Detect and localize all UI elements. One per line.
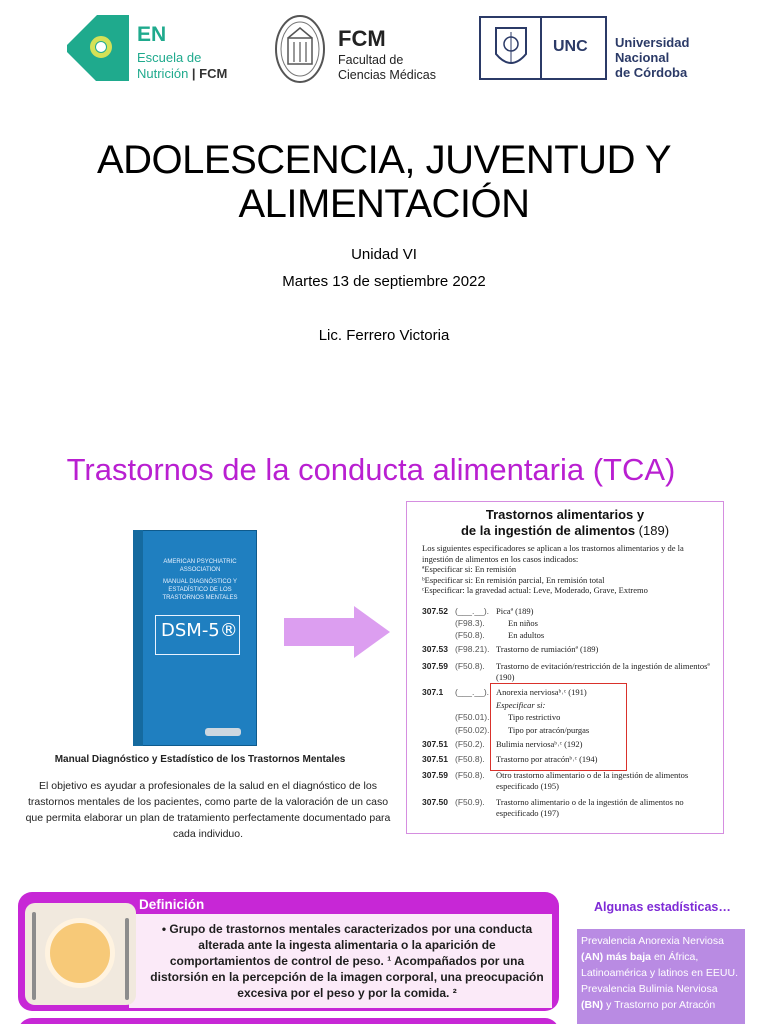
dsm-table-title-line2: de la ingestión de alimentos xyxy=(460,523,636,538)
dsm-row-text: Otro trastorno alimentario o de la ingestión de alimentos especificado (195) xyxy=(496,770,689,791)
stats-text xyxy=(581,933,741,1013)
dsm-table-intro-3: ᶜEspecificar: la gravedad actual: Leve, Moderado, Grave, Extremo xyxy=(422,585,648,595)
dsm-row-code: 307.59 xyxy=(422,661,448,671)
en-logo-line2: Nutrición xyxy=(137,66,189,81)
page-title-line1: ADOLESCENCIA, JUVENTUD Y xyxy=(96,138,672,182)
tca-heading: Trastornos de la conducta alimentaria (TCA) xyxy=(66,452,676,487)
unc-seal-icon xyxy=(488,22,534,74)
en-logo-line1: Escuela de xyxy=(137,50,202,65)
dsm-row-icd: (___.__). xyxy=(455,687,490,697)
dsm-book-spine xyxy=(133,530,143,746)
fcm-seal-icon xyxy=(274,14,326,84)
page-title-line2: ALIMENTACIÓN xyxy=(238,182,530,226)
dsm-row-text: Trastorno alimentario o de la ingestión de alimentos no especificado (197) xyxy=(496,797,684,818)
dsm-row-icd: (F50.8). xyxy=(455,754,485,764)
en-logo-line2-wrap xyxy=(137,66,247,82)
en-logo-title: EN xyxy=(137,23,167,46)
dsm-row-icd: (F50.8). xyxy=(455,770,485,780)
dsm-table-title-line1: Trastornos alimentarios y xyxy=(485,507,645,522)
fcm-logo-line1: Facultad de xyxy=(338,53,404,67)
unit-label: Unidad VI xyxy=(351,246,417,263)
dsm-table-intro-1: ªEspecificar si: En remisión xyxy=(422,564,517,574)
dsm-table-highlight-box xyxy=(490,683,627,771)
unc-logo-label: UNC xyxy=(553,38,588,55)
dsm-row-icd: (F50.9). xyxy=(455,797,485,807)
dsm-table-title-page: (189) xyxy=(638,523,670,538)
stats-item-1 xyxy=(581,933,741,981)
dsm-row-text: Picaª (189) xyxy=(496,606,534,616)
dsm-row-text: Tipo restrictivo xyxy=(508,712,561,722)
dsm-table-title-line2-wrap xyxy=(406,523,724,539)
definition-title: Definición xyxy=(139,897,205,912)
dsm-row-text: Trastorno de evitación/restricción de la ingestión de alimentosª (190) xyxy=(496,661,710,682)
dsm-row-text: Especificar si: xyxy=(496,700,546,710)
dsm-table-intro-2: ᵇEspecificar si: En remisión parcial, En remisión total xyxy=(422,574,605,585)
dsm-row-icd: (___.__). xyxy=(455,606,490,616)
dsm-row-code: 307.53 xyxy=(422,644,448,654)
dsm-row-code: 307.50 xyxy=(422,797,448,807)
stats-item-2-prefix: Prevalencia Bulimia Nerviosa xyxy=(581,983,718,995)
stats-item-1-suffix: en África, Latinoamérica y latinos en EEUU. xyxy=(581,951,738,979)
dsm-row-code: 307.59 xyxy=(422,770,448,780)
dsm-row-text: En adultos xyxy=(508,630,545,640)
arrow-right-icon xyxy=(284,606,392,658)
unc-logo-name xyxy=(615,35,705,80)
fcm-logo-line2: Ciencias Médicas xyxy=(338,68,436,82)
dsm-table-title xyxy=(406,507,724,539)
definition-text: • Grupo de trastornos mentales caracterizados por una conducta alterada ante la ingesta alimentaria o la aparición de comportamientos de control de peso. ¹ Acompañados por una distorsión en la percepción de la imagen corporal, una preocupación excesiva por el peso y por la comida. ² xyxy=(150,922,544,1000)
dsm-row-icd: (F98.3). xyxy=(455,618,485,628)
stats-title: Algunas estadísticas… xyxy=(594,900,731,914)
next-card-top xyxy=(18,1018,559,1024)
fork-icon xyxy=(32,912,36,1000)
dsm-book-label: DSM-5® xyxy=(161,620,238,641)
dsm-book-text xyxy=(150,558,250,602)
stats-item-2-suffix: y Trastorno por Atracón xyxy=(603,999,716,1011)
dsm-row-text: Tipo por atracón/purgas xyxy=(508,725,590,735)
dsm-description: El objetivo es ayudar a profesionales de la salud en el diagnóstico de los trastornos mentales de los pacientes, como parte de la valoración de un caso que permita elaborar un plan de tratamiento perfectamente documentado para cada individuo. xyxy=(25,780,391,840)
plate-icon xyxy=(45,918,115,988)
stats-item-2-bold: (BN) xyxy=(581,999,604,1011)
dsm-book-publisher: AMERICAN PSYCHIATRIC ASSOCIATION xyxy=(163,559,237,573)
dsm-row-icd: (F50.8). xyxy=(455,661,485,671)
en-logo-dot-icon xyxy=(96,42,106,52)
dsm-row-icd: (F50.8). xyxy=(455,630,485,640)
en-logo-subtitle xyxy=(137,50,247,82)
dsm-table-intro-0: Los siguientes especificadores se aplican a los trastornos alimentarios y de la ingestión de alimentos en los casos indicados: xyxy=(422,543,684,564)
dsm-row-text: En niños xyxy=(508,618,538,628)
dsm-row-text: Trastorno de rumiaciónª (189) xyxy=(496,644,599,654)
author-label: Lic. Ferrero Victoria xyxy=(318,327,450,344)
dsm-row-icd: (F98.21). xyxy=(455,644,490,654)
date-label: Martes 13 de septiembre 2022 xyxy=(282,273,486,290)
dsm-table-intro xyxy=(422,543,714,596)
unc-logo-line3: de Córdoba xyxy=(615,65,688,80)
dsm-book-title: MANUAL DIAGNÓSTICO Y ESTADÍSTICO DE LOS TRASTORNOS MENTALES xyxy=(162,579,238,601)
dsm-row-code: 307.52 xyxy=(422,606,448,616)
dsm-row-icd: (F50.01). xyxy=(455,712,490,722)
unc-logo-divider xyxy=(540,16,542,80)
dsm-book-publisher-logo xyxy=(205,728,241,736)
fcm-logo-subtitle xyxy=(338,53,448,83)
en-logo-line2-suffix: | FCM xyxy=(191,66,228,81)
stats-item-2 xyxy=(581,981,741,1013)
dsm-row-text: Trastorno por atracónᵇ˒ᶜ (194) xyxy=(496,754,598,764)
unc-logo-line2: Nacional xyxy=(615,50,670,65)
dsm-row-icd: (F50.2). xyxy=(455,739,485,749)
stats-item-1-prefix: Prevalencia Anorexia Nerviosa xyxy=(581,935,724,947)
knife-icon xyxy=(125,918,129,1000)
fcm-logo-title: FCM xyxy=(338,26,386,51)
dsm-row-code: 307.1 xyxy=(422,687,444,697)
dsm-row-code: 307.51 xyxy=(422,754,448,764)
stats-item-1-bold: (AN) más baja xyxy=(581,951,652,963)
unc-logo-line1: Universidad xyxy=(615,35,690,50)
dsm-row-text: Bulimia nerviosaᵇ˒ᶜ (192) xyxy=(496,739,583,749)
dsm-row-code: 307.51 xyxy=(422,739,448,749)
dsm-caption: Manual Diagnóstico y Estadístico de los Trastornos Mentales xyxy=(54,754,346,765)
dsm-row-icd: (F50.02). xyxy=(455,725,490,735)
page-title xyxy=(0,138,768,226)
dsm-row-text: Anorexia nerviosaᵇ˒ᶜ (191) xyxy=(496,687,587,697)
